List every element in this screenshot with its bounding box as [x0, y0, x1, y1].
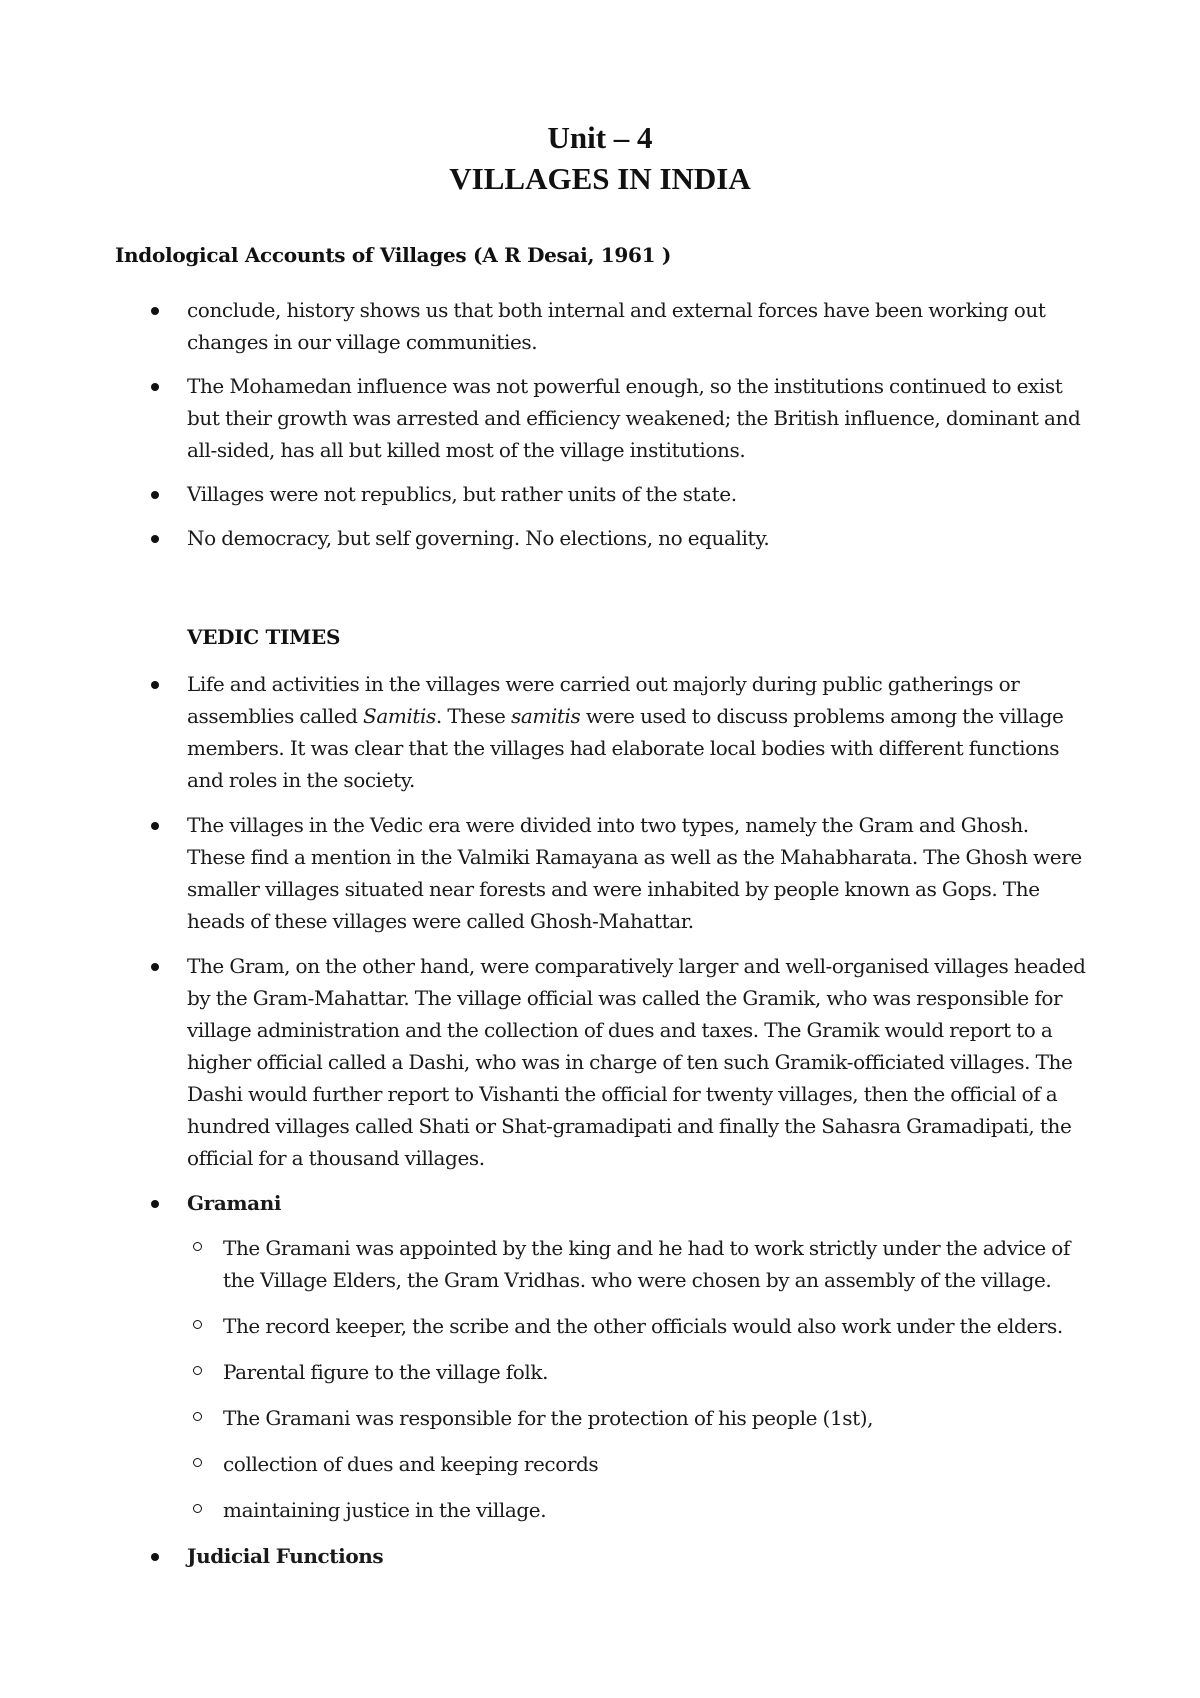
bullet-icon [151, 535, 159, 543]
list-item-judicial: Judicial Functions [0, 1540, 1087, 1572]
sub-list-item: The record keeper, the scribe and the other officials would also work under the elders. [0, 1310, 1083, 1342]
unit-number: Unit – 4 [547, 120, 653, 155]
section-heading-vedic: VEDIC TIMES [187, 625, 341, 649]
samitis-term: samitis [510, 704, 581, 728]
sub-list-item: maintaining justice in the village. [0, 1494, 1083, 1526]
bullet-icon [151, 491, 159, 499]
vedic-bullet-list [0, 668, 1200, 1585]
bullet-icon [151, 963, 159, 971]
list-item: Villages were not republics, but rather units of the state. [0, 478, 1087, 510]
list-item: The Gram, on the other hand, were comparatively larger and well-organised villages headed by the Gram-Mahattar. The village official was called the Gramik, who was responsible for village administration and the collection of dues and taxes. The Gramik would report to a higher official called a Dashi, who was in charge of ten such Gramik-officiated villages. The Dashi would further report to Vishanti the official for twenty villages, then the official of a hundred villages called Shati or Shat-gramadipati and finally the Sahasra Gramadipati, the official for a thousand villages. [0, 950, 1087, 1174]
sub-bullet-icon [193, 1320, 202, 1329]
sub-list-item: The Gramani was appointed by the king and he had to work strictly under the advice of the Village Elders, the Gram Vridhas. who were chosen by an assembly of the village. [0, 1232, 1083, 1296]
sub-bullet-icon [193, 1458, 202, 1467]
list-item: No democracy, but self governing. No elections, no equality. [0, 522, 1087, 554]
samitis-term: Samitis [363, 704, 436, 728]
sub-list-item: Parental figure to the village folk. [0, 1356, 1083, 1388]
bullet-icon [151, 822, 159, 830]
sub-list-item: The Gramani was responsible for the protection of his people (1st), [0, 1402, 1083, 1434]
bullet-icon [151, 383, 159, 391]
sub-bullet-icon [193, 1412, 202, 1421]
indological-bullet-list [0, 294, 1200, 566]
bullet-icon [151, 681, 159, 689]
document-title: VILLAGES IN INDIA [449, 161, 751, 196]
sub-bullet-icon [193, 1366, 202, 1375]
section-heading-indological: Indological Accounts of Villages (A R Desai, 1961 ) [115, 243, 672, 267]
bullet-icon [151, 1553, 159, 1561]
bullet-icon [151, 307, 159, 315]
sub-bullet-icon [193, 1504, 202, 1513]
list-item: Life and activities in the villages were carried out majorly during public gatherings or assemblies called Samitis. These samitis were used to discuss problems among the village members. It was clear that the villages had elaborate local bodies with different functions and roles in the society. [0, 668, 1087, 796]
bullet-icon [151, 1200, 159, 1208]
list-item: The villages in the Vedic era were divided into two types, namely the Gram and Ghosh. These find a mention in the Valmiki Ramayana as well as the Mahabharata. The Ghosh were smaller villages situated near forests and were inhabited by people known as Gops. The heads of these villages were called Ghosh-Mahattar. [0, 809, 1087, 937]
sub-bullet-icon [193, 1242, 202, 1251]
list-item: conclude, history shows us that both internal and external forces have been working out changes in our village communities. [0, 294, 1087, 358]
list-item: The Mohamedan influence was not powerful enough, so the institutions continued to exist but their growth was arrested and efficiency weakened; the British influence, dominant and all-sided, has all but killed most of the village institutions. [0, 370, 1087, 466]
sub-list-item: collection of dues and keeping records [0, 1448, 1083, 1480]
list-item-gramani: Gramani [0, 1187, 1087, 1219]
